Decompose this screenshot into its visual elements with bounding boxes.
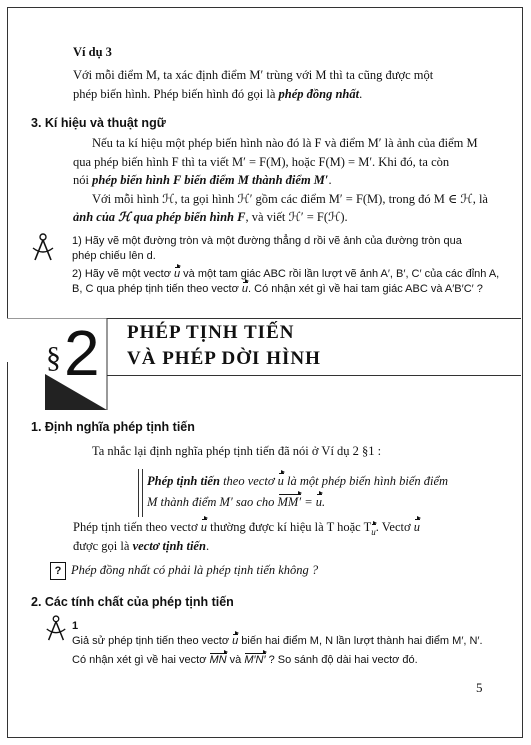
notation-line-4: Với mỗi hình ℋ, ta gọi hình ℋ′ gồm các điểm M′ = F(M), trong đó M ∈ ℋ, là [92, 192, 488, 206]
question-mark-box: ? [50, 562, 66, 580]
section-number: 2 [64, 317, 100, 389]
activity-1-line-2: phép chiếu lên d. [72, 250, 156, 262]
section-title-line-1: PHÉP TỊNH TIẾN [127, 322, 295, 343]
notation-line-2: qua phép biến hình F thì ta viết M′ = F(M), hoặc F(M) = M′. Khi đó, ta còn [73, 155, 450, 169]
section-1-heading: 1. Định nghĩa phép tịnh tiến [31, 420, 195, 434]
compass-activity-icon-2 [44, 614, 68, 644]
activity-number: 1 [72, 620, 79, 632]
definition-line-1: Phép tịnh tiến theo vectơ u là một phép biến hình biến điểm [147, 474, 449, 488]
example-line-2: phép biến hình. Phép biến hình đó gọi là phép đồng nhất. [73, 87, 363, 101]
activity-1-line-1: 1) Hãy vẽ một đường tròn và một đường thẳng d rồi vẽ ảnh của đường tròn qua [72, 235, 462, 247]
example-line-1: Với mỗi điểm M, ta xác định điểm M′ trùng với M thì ta cũng được một [73, 68, 434, 82]
activity-2-line-1: 2) Hãy vẽ một vectơ u và một tam giác ABC rồi lần lượt vẽ ảnh A′, B′, C′ của các đỉnh A, [72, 268, 500, 280]
notation-line-1: Nếu ta kí hiệu một phép biến hình nào đó là F và điểm M′ là ảnh của điểm M [92, 136, 478, 150]
section-2-heading: 2. Các tính chất của phép tịnh tiến [31, 595, 234, 609]
section-3-heading: 3. Kí hiệu và thuật ngữ [31, 116, 166, 130]
notation-line-3: nói phép biến hình F biến điểm M thành điểm M′. [73, 173, 332, 187]
notation-translation-line-2: được gọi là vectơ tịnh tiến. [73, 539, 210, 553]
notation-translation-line-1: Phép tịnh tiến theo vectơ u thường được kí hiệu là T hoặc $T_u$. Vectơ u [73, 518, 420, 542]
property-activity-line-2: Có nhận xét gì về hai vectơ MN và M′N′ ? So sánh độ dài hai vectơ đó. [72, 654, 418, 666]
page-number: 5 [476, 680, 483, 695]
definition-box-bar [138, 469, 143, 517]
notation-line-5: ảnh của ℋ qua phép biến hình F, và viết ℋ′ = F(ℋ). [73, 210, 348, 224]
section-symbol: § [46, 341, 61, 374]
compass-activity-icon [30, 232, 56, 264]
example-title: Ví dụ 3 [73, 45, 112, 59]
property-activity-line-1: Giả sử phép tịnh tiến theo vectơ u biến hai điểm M, N lần lượt thành hai điểm M′, N′. [72, 635, 483, 647]
definition-intro: Ta nhắc lại định nghĩa phép tịnh tiến đã nói ở Ví dụ 2 §1 : [92, 444, 382, 458]
definition-line-2: M thành điểm M′ sao cho MM′ = u. [147, 495, 326, 509]
activity-2-line-2: B, C qua phép tịnh tiến theo vectơ u. Có nhận xét gì về hai tam giác ABC và A′B′C′ ? [72, 283, 483, 295]
question-text: Phép đồng nhất có phải là phép tịnh tiến không ? [71, 563, 319, 577]
section-title-line-2: VÀ PHÉP DỜI HÌNH [127, 348, 321, 369]
